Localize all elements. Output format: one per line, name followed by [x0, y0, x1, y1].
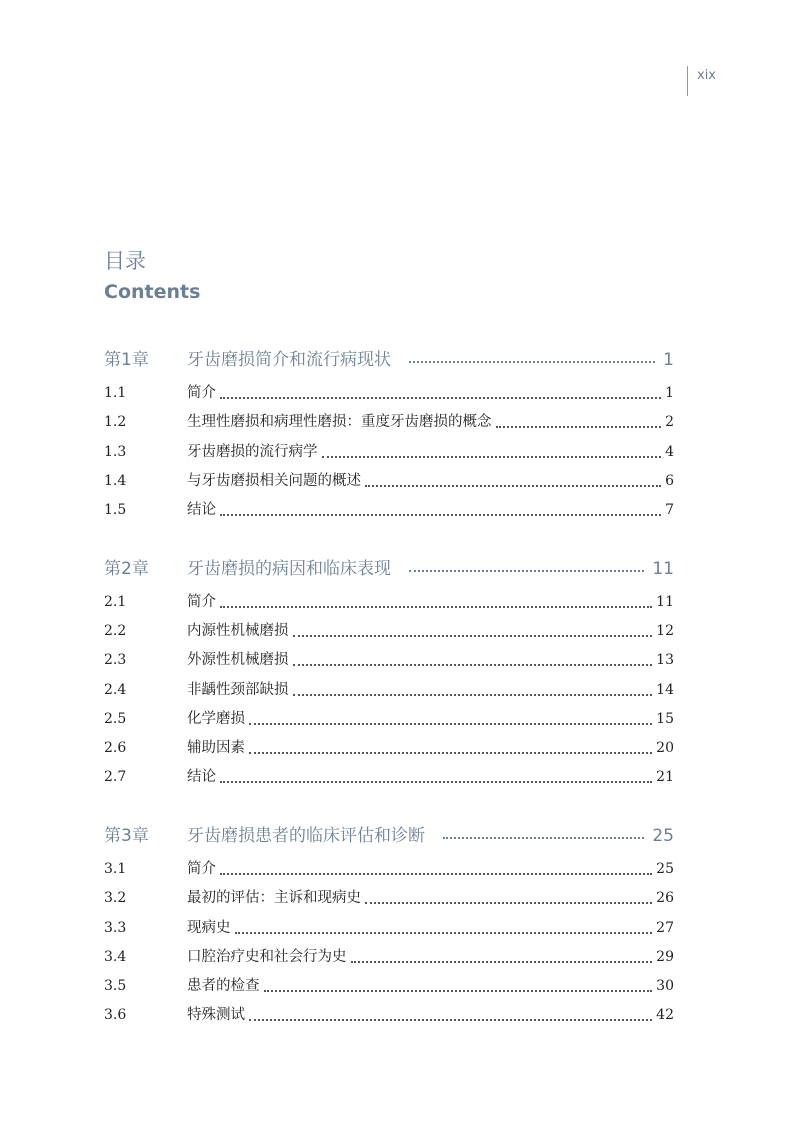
toc-section-2-4[interactable] — [104, 678, 674, 702]
section-title: 外源性机械磨损 — [187, 652, 289, 668]
chapter-number: 第2章 — [104, 559, 149, 579]
dot-leader — [220, 872, 652, 875]
section-page: 20 — [656, 740, 674, 756]
section-number: 1.3 — [104, 444, 127, 460]
dot-leader — [220, 605, 652, 608]
toc-section-1-2[interactable] — [104, 410, 674, 434]
section-page: 21 — [656, 769, 674, 785]
dot-leader — [264, 989, 653, 992]
toc-section-2-1[interactable] — [104, 590, 674, 614]
section-number: 2.2 — [104, 623, 127, 639]
chapter-number: 第1章 — [104, 350, 149, 370]
section-page: 30 — [656, 978, 674, 994]
dot-leader — [249, 751, 652, 754]
section-number: 1.5 — [104, 502, 127, 518]
toc-section-1-5[interactable] — [104, 498, 674, 522]
chapter-page: 11 — [652, 559, 674, 579]
section-number: 3.1 — [104, 861, 127, 877]
section-title: 特殊测试 — [187, 1007, 245, 1023]
section-number: 3.6 — [104, 1007, 127, 1023]
section-page: 12 — [656, 623, 674, 639]
dot-leader — [322, 455, 662, 458]
toc-section-3-2[interactable] — [104, 886, 674, 910]
section-title: 辅助因素 — [187, 740, 245, 756]
toc-chapter-2[interactable] — [104, 554, 674, 578]
section-title: 简介 — [187, 861, 216, 877]
section-page: 6 — [665, 473, 674, 489]
toc-section-2-2[interactable] — [104, 619, 674, 643]
page-number: xix — [697, 68, 716, 83]
section-number: 2.3 — [104, 652, 127, 668]
toc-section-3-1[interactable] — [104, 857, 674, 881]
section-title: 牙齿磨损的流行病学 — [187, 444, 318, 460]
section-title: 结论 — [187, 769, 216, 785]
dot-leader — [235, 931, 653, 934]
section-title: 内源性机械磨损 — [187, 623, 289, 639]
section-number: 3.2 — [104, 890, 127, 906]
chapter-number: 第3章 — [104, 826, 149, 846]
dot-leader — [293, 663, 653, 666]
chapter-title: 牙齿磨损的病因和临床表现 — [187, 559, 391, 579]
section-page: 1 — [665, 385, 674, 401]
toc-section-3-6[interactable] — [104, 1003, 674, 1027]
dot-leader — [409, 569, 644, 572]
section-number: 1.1 — [104, 385, 127, 401]
section-page: 4 — [665, 444, 674, 460]
toc-section-3-4[interactable] — [104, 945, 674, 969]
section-title: 化学磨损 — [187, 711, 245, 727]
section-number: 1.2 — [104, 414, 127, 430]
dot-leader — [220, 513, 661, 516]
section-number: 2.6 — [104, 740, 127, 756]
section-number: 2.4 — [104, 682, 127, 698]
dot-leader — [351, 960, 653, 963]
toc-section-2-6[interactable] — [104, 736, 674, 760]
toc-chapter-3[interactable] — [104, 821, 674, 845]
toc-section-1-1[interactable] — [104, 381, 674, 405]
dot-leader — [496, 425, 662, 428]
section-title: 结论 — [187, 502, 216, 518]
section-page: 15 — [656, 711, 674, 727]
section-page: 29 — [656, 949, 674, 965]
section-number: 2.5 — [104, 711, 127, 727]
section-page: 11 — [656, 594, 674, 610]
section-number: 1.4 — [104, 473, 127, 489]
dot-leader — [249, 722, 652, 725]
toc-section-2-7[interactable] — [104, 765, 674, 789]
toc-section-1-3[interactable] — [104, 440, 674, 464]
section-page: 27 — [656, 920, 674, 936]
toc-section-1-4[interactable] — [104, 469, 674, 493]
section-page: 25 — [656, 861, 674, 877]
section-number: 3.3 — [104, 920, 127, 936]
section-title: 口腔治疗史和社会行为史 — [187, 949, 347, 965]
section-page: 14 — [656, 682, 674, 698]
section-page: 2 — [665, 414, 674, 430]
toc-section-2-5[interactable] — [104, 707, 674, 731]
section-page: 42 — [656, 1007, 674, 1023]
dot-leader — [365, 484, 661, 487]
toc-title-english: Contents — [104, 281, 201, 303]
section-title: 非龋性颈部缺损 — [187, 682, 289, 698]
toc-section-3-5[interactable] — [104, 974, 674, 998]
dot-leader — [293, 693, 653, 696]
dot-leader — [365, 901, 652, 904]
chapter-page: 25 — [652, 826, 674, 846]
section-title: 与牙齿磨损相关问题的概述 — [187, 473, 361, 489]
toc-section-3-3[interactable] — [104, 916, 674, 940]
chapter-title: 牙齿磨损简介和流行病现状 — [187, 350, 391, 370]
toc-title-chinese: 目录 — [104, 249, 146, 273]
section-title: 最初的评估：主诉和现病史 — [187, 890, 361, 906]
toc-section-2-3[interactable] — [104, 648, 674, 672]
section-number: 3.5 — [104, 978, 127, 994]
dot-leader — [293, 634, 653, 637]
section-number: 3.4 — [104, 949, 127, 965]
dot-leader — [249, 1018, 652, 1021]
dot-leader — [220, 780, 652, 783]
section-number: 2.7 — [104, 769, 127, 785]
toc-chapter-1[interactable] — [104, 345, 674, 369]
section-title: 现病史 — [187, 920, 231, 936]
chapter-title: 牙齿磨损患者的临床评估和诊断 — [187, 826, 425, 846]
section-page: 13 — [656, 652, 674, 668]
chapter-page: 1 — [663, 350, 674, 370]
section-title: 简介 — [187, 594, 216, 610]
section-number: 2.1 — [104, 594, 127, 610]
section-title: 简介 — [187, 385, 216, 401]
section-title: 生理性磨损和病理性磨损：重度牙齿磨损的概念 — [187, 414, 492, 430]
section-title: 患者的检查 — [187, 978, 260, 994]
section-page: 7 — [665, 502, 674, 518]
section-page: 26 — [656, 890, 674, 906]
dot-leader — [443, 836, 644, 839]
page-header — [687, 66, 716, 96]
dot-leader — [409, 360, 655, 363]
dot-leader — [220, 396, 661, 399]
